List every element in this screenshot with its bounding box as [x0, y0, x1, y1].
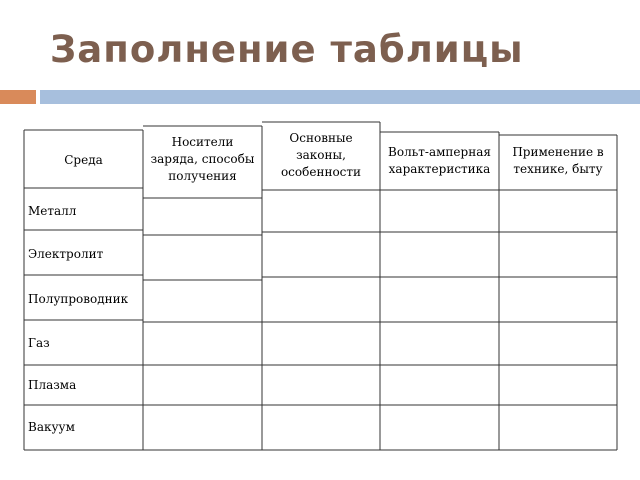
header-line: Основные: [289, 131, 353, 145]
slide-title: Заполнение таблицы: [50, 28, 524, 71]
row-label-electrolyte: Электролит: [28, 247, 104, 261]
header-medium-line: Среда: [64, 153, 103, 167]
header-line: заряда, способы: [150, 152, 255, 166]
header-line: технике, быту: [513, 162, 603, 176]
header-line: получения: [168, 169, 237, 183]
header-iv-characteristic: [380, 144, 499, 178]
header-line: Носители: [171, 135, 234, 149]
header-line: Вольт-амперная: [388, 145, 491, 159]
header-line: особенности: [280, 165, 362, 179]
header-application: [499, 144, 617, 178]
header-charge-carriers: [143, 134, 262, 185]
header-line: законы,: [296, 148, 346, 162]
row-label-vacuum: Вакуум: [28, 420, 75, 434]
row-label-plasma: Плазма: [28, 378, 77, 392]
row-label-gas: Газ: [28, 336, 50, 350]
header-line: характеристика: [388, 162, 491, 176]
row-label-metal: Металл: [28, 204, 77, 218]
header-medium: [24, 152, 143, 169]
header-basic-laws: [262, 130, 380, 181]
header-line: Применение в: [512, 145, 604, 159]
row-label-semiconductor: Полупроводник: [28, 292, 129, 306]
